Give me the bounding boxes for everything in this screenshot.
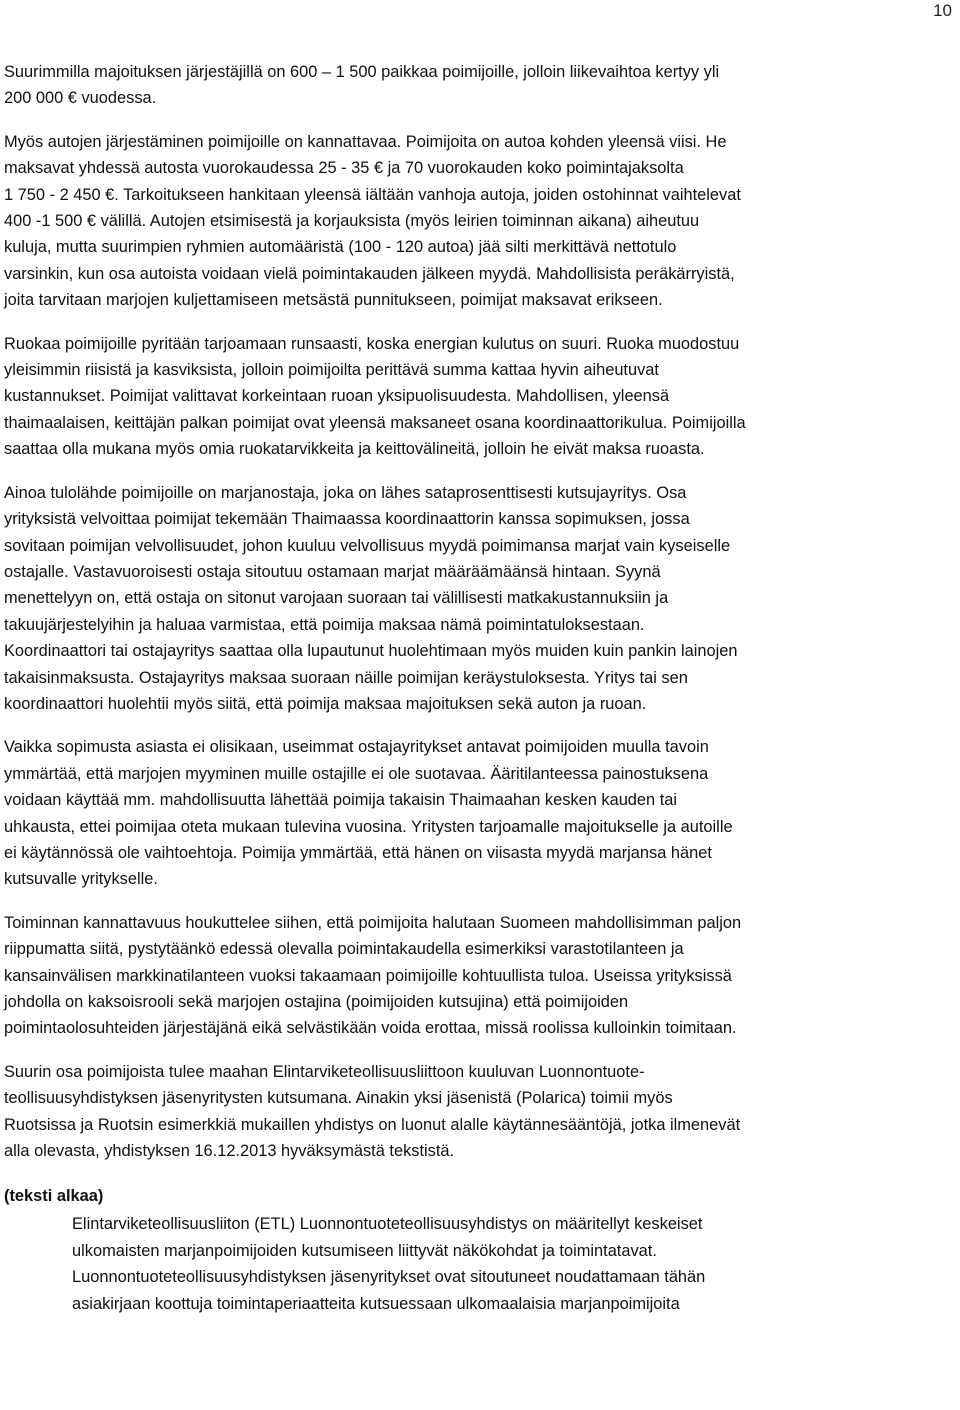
paragraph-profitability — [4, 910, 956, 1042]
text-line: Luonnontuoteteollisuusyhdistyksen jäsenyritykset ovat sitoutuneet noudattamaan tähän — [72, 1268, 706, 1287]
paragraph-pressure — [4, 734, 956, 892]
paragraph-income — [4, 480, 956, 718]
text-line: Elintarviketeollisuusliiton (ETL) Luonnontuoteteollisuusyhdistys on määritellyt keskeiset — [72, 1215, 703, 1234]
text-line: yrityksistä velvoittaa poimijat tekemään Thaimaassa koordinaattorin kanssa sopimuksen, jossa — [4, 510, 690, 529]
paragraph-cars — [4, 129, 956, 314]
text-line: joita tarvitaan marjojen kuljettamiseen metsästä punnitukseen, poimijat maksavat erikseen. — [4, 291, 663, 310]
text-line: 1 750 - 2 450 €. Tarkoitukseen hankitaan yleensä iältään vanhoja autoja, joiden ostohinnat vaihtelevat — [4, 185, 741, 204]
quoted-text — [72, 1211, 956, 1317]
text-line: Myös autojen järjestäminen poimijoille on kannattavaa. Poimijoita on autoa kohden yleensä viisi. He — [4, 132, 727, 151]
paragraph-accommodation — [4, 59, 956, 112]
text-line: Suurin osa poimijoista tulee maahan Elintarviketeollisuusliittoon kuuluvan Luonnontuote- — [4, 1062, 645, 1081]
text-line: voidaan käyttää mm. mahdollisuutta lähettää poimija takaisin Thaimaahan kesken kauden tai — [4, 791, 678, 810]
text-line: kutsuvalle yritykselle. — [4, 870, 158, 889]
text-line: yleisimmin riisistä ja kasviksista, jolloin poimijoilta perittävä summa kattaa hyvin aiheutuvat — [4, 361, 659, 380]
text-line: poimintaolosuhteiden järjestäjänä eikä selvästikään voida erottaa, missä roolissa kulloinkin toimitaan. — [4, 1019, 737, 1038]
text-line: johdolla on kaksoisrooli sekä marjojen ostajina (poimijoiden kutsujina) että poimijoiden — [4, 993, 629, 1011]
text-line: ymmärtää, että marjojen myyminen muille ostajille ei ole suotavaa. Ääritilanteessa painostuksena — [4, 764, 709, 783]
document-body — [4, 59, 956, 1317]
quote-heading: (teksti alkaa) — [4, 1187, 104, 1206]
paragraph-food — [4, 331, 956, 463]
text-line: Koordinaattori tai ostajayritys saattaa olla lupautunut huolehtimaan myös muiden kuin pankin lainojen — [4, 642, 738, 661]
text-line: kuluja, mutta suurimpien ryhmien automääristä (100 - 120 autoa) jää silti merkittävä nettotulo — [4, 238, 677, 257]
text-line: ulkomaisten marjanpoimijoiden kutsumiseen liittyvät näkökohdat ja toimintatavat. — [72, 1241, 657, 1260]
text-line: Vaikka sopimusta asiasta ei olisikaan, useimmat ostajayritykset antavat poimijoiden muulla tavoin — [4, 738, 709, 757]
text-line: riippumatta siitä, pystytäänkö edessä olevalla poimintakaudella esimerkiksi varastotilanteen ja — [4, 940, 684, 959]
text-line: kansainvälisen markkinatilanteen vuoksi takaamaan poimijoille kohtuullista tuloa. Useissa yrityksissä — [4, 966, 732, 985]
text-line: Ainoa tulolähde poimijoille on marjanostaja, joka on lähes sataprosenttisesti kutsujayritys. Osa — [4, 483, 687, 502]
text-line: sovitaan poimijan velvollisuudet, johon kuuluu velvollisuus myydä poimimansa marjat vain kyseiselle — [4, 536, 731, 555]
text-line: Suurimmilla majoituksen järjestäjillä on 600 – 1 500 paikkaa poimijoille, jolloin liikevaihtoa kertyy yli — [4, 63, 720, 81]
text-line: saattaa olla mukana myös omia ruokatarvikkeita ja keittovälineitä, jolloin he eivät maksa ruoasta. — [4, 440, 705, 459]
text-line: takaisinmaksusta. Ostajayritys maksaa suoraan näille poimijan keräystuloksesta. Yritys tai sen — [4, 668, 688, 687]
text-line: 400 -1 500 € välillä. Autojen etsimisestä ja korjauksista (myös leirien toiminnan aikana) aiheutuu — [4, 212, 700, 231]
text-line: thaimaalaisen, keittäjän palkan poimijat ovat yleensä maksaneet osana koordinaattorikulua. Poimijoilla — [4, 413, 746, 432]
text-line: ei käytännössä ole vaihtoehtoja. Poimija ymmärtää, että hänen on viisasta myydä marjansa hänet — [4, 843, 712, 862]
text-line: Toiminnan kannattavuus houkuttelee siihen, että poimijoita halutaan Suomeen mahdollisimman paljon — [4, 913, 742, 932]
text-line: menettelyyn on, että ostaja on sitonut varojaan suoraan tai välillisesti matkakustannuksiin ja — [4, 589, 669, 608]
text-line: ostajalle. Vastavuoroisesti ostaja sitoutuu ostamaan marjat määräämäänsä hintaan. Syynä — [4, 562, 661, 581]
text-line: teollisuusyhdistyksen jäsenyritysten kutsumana. Ainakin yksi jäsenistä (Polarica) toimii myös — [4, 1089, 673, 1108]
text-line: kustannukset. Poimijat valittavat korkeintaan ruoan yksipuolisuudesta. Mahdollisen, yleensä — [4, 387, 670, 406]
page-number: 10 — [933, 1, 952, 20]
text-line: maksavat yhdessä autosta vuorokaudessa 25 - 35 € ja 70 vuorokauden koko poimintajaksolta — [4, 159, 684, 178]
text-line: alla olevasta, yhdistyksen 16.12.2013 hyväksymästä tekstistä. — [4, 1142, 455, 1161]
paragraph-association — [4, 1059, 956, 1165]
text-line: 200 000 € vuodessa. — [4, 89, 157, 108]
text-line: uhkausta, ettei poimijaa oteta mukaan tulevina vuosina. Yritysten tarjoamalle majoitukselle ja autoille — [4, 817, 733, 836]
text-line: asiakirjaan koottuja toimintaperiaatteita kutsuessaan ulkomaalaisia marjanpoimijoita — [72, 1294, 680, 1313]
text-line: Ruotsissa ja Ruotsin esimerkkiä mukaillen yhdistys on luonut alalle käytännesääntöjä, jotka ilmenevät — [4, 1115, 741, 1134]
text-line: takuujärjestelyihin ja haluaa varmistaa, että poimija maksaa nämä poimintatuloksestaan. — [4, 615, 645, 634]
text-line: Ruokaa poimijoille pyritään tarjoamaan runsaasti, koska energian kulutus on suuri. Ruoka muodostuu — [4, 334, 740, 353]
text-line: varsinkin, kun osa autoista voidaan vielä poimintakauden jälkeen myydä. Mahdollisista peräkärryistä, — [4, 264, 735, 283]
text-line: koordinaattori huolehtii myös siitä, että poimija maksaa majoituksen sekä auton ja ruoan. — [4, 694, 647, 713]
